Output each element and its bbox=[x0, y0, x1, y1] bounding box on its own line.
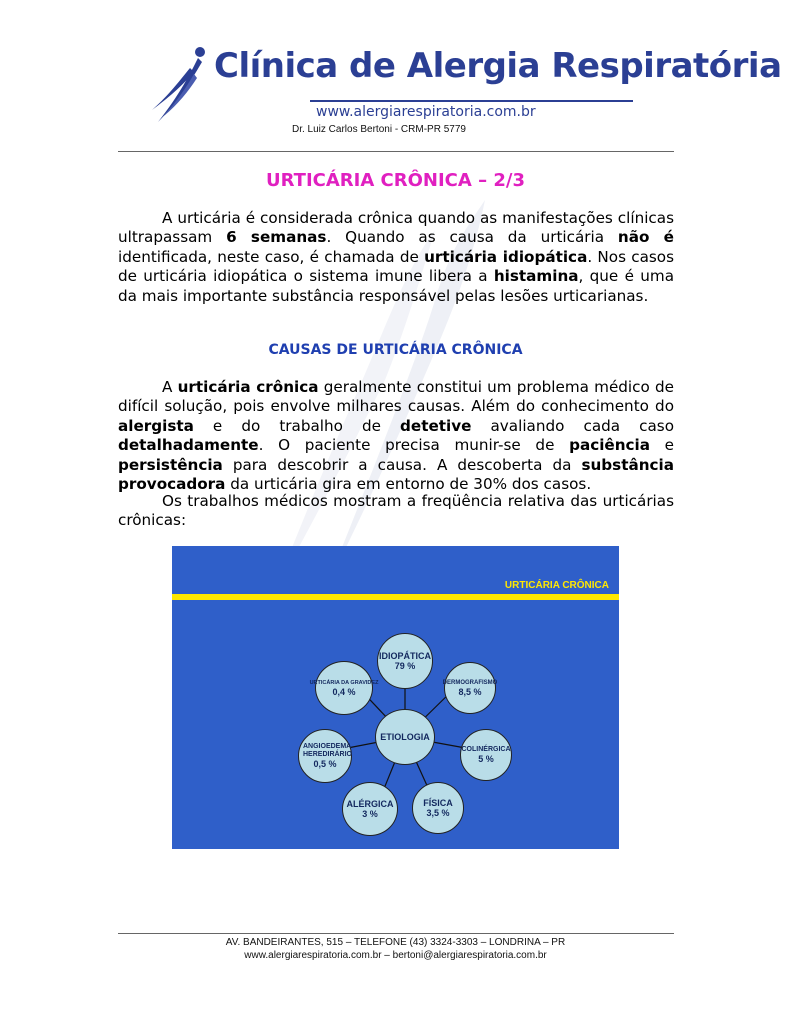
clinic-website: www.alergiarespiratoria.com.br bbox=[316, 104, 536, 120]
causes-heading: CAUSAS DE URTICÁRIA CRÔNICA bbox=[268, 342, 523, 358]
node-etiologia-center: ETIOLOGIA bbox=[375, 709, 435, 765]
node-angioedema: ANGIOEDEMA HEREDIRÁRIO 0,5 % bbox=[298, 729, 352, 783]
node-gravidez: URTICÁRIA DA GRAVIDEZ 0,4 % bbox=[315, 661, 373, 715]
clinic-bird-logo bbox=[150, 44, 210, 124]
node-colinergica: COLINÉRGICA 5 % bbox=[460, 729, 512, 781]
clinic-name: Clínica de Alergia Respiratória bbox=[214, 46, 782, 86]
footer-divider bbox=[118, 933, 674, 934]
node-alergica: ALÉRGICA 3 % bbox=[342, 782, 398, 836]
studies-paragraph: Os trabalhos médicos mostram a freqüência relativa das urticárias crônicas: bbox=[118, 492, 674, 530]
node-idiopatica: IDIOPÁTICA 79 % bbox=[377, 633, 433, 689]
node-dermografismo: DERMOGRAFISMO 8,5 % bbox=[444, 662, 496, 714]
intro-paragraph: A urticária é considerada crônica quando as manifestações clínicas ultrapassam 6 semanas. Quando as causa da urticária não é identificada, neste caso, é chamada de urticária idiopática. Nos casos de urticária idiopática o sistema imune libera a histamina, que é uma da mais importante substância responsável pelas lesões urticarianas. bbox=[118, 209, 675, 305]
etiology-diagram-slide bbox=[172, 546, 619, 849]
node-fisica: FÍSICA 3,5 % bbox=[412, 782, 464, 834]
doctor-credentials: Dr. Luiz Carlos Bertoni - CRM-PR 5779 bbox=[292, 124, 466, 135]
footer-address: AV. BANDEIRANTES, 515 – TELEFONE (43) 3324-3303 – LONDRINA – PR bbox=[225, 937, 566, 948]
logo-divider bbox=[310, 100, 633, 102]
header-divider bbox=[118, 151, 674, 152]
footer-contact: www.alergiarespiratoria.com.br – bertoni@alergiarespiratoria.com.br bbox=[244, 950, 547, 961]
page-title: URTICÁRIA CRÔNICA – 2/3 bbox=[266, 170, 525, 191]
causes-paragraph: A urticária crônica geralmente constitui um problema médico de difícil solução, pois envolve milhares causas. Além do conhecimento do alergista e do trabalho de detetive avaliando cada caso detalhadamente. O paciente precisa munir-se de paciência e persistência para descobrir a causa. A descoberta da substância provocadora da urticária gira em entorno de 30% dos casos. bbox=[118, 378, 675, 494]
slide-title: URTICÁRIA CRÔNICA bbox=[504, 580, 609, 591]
